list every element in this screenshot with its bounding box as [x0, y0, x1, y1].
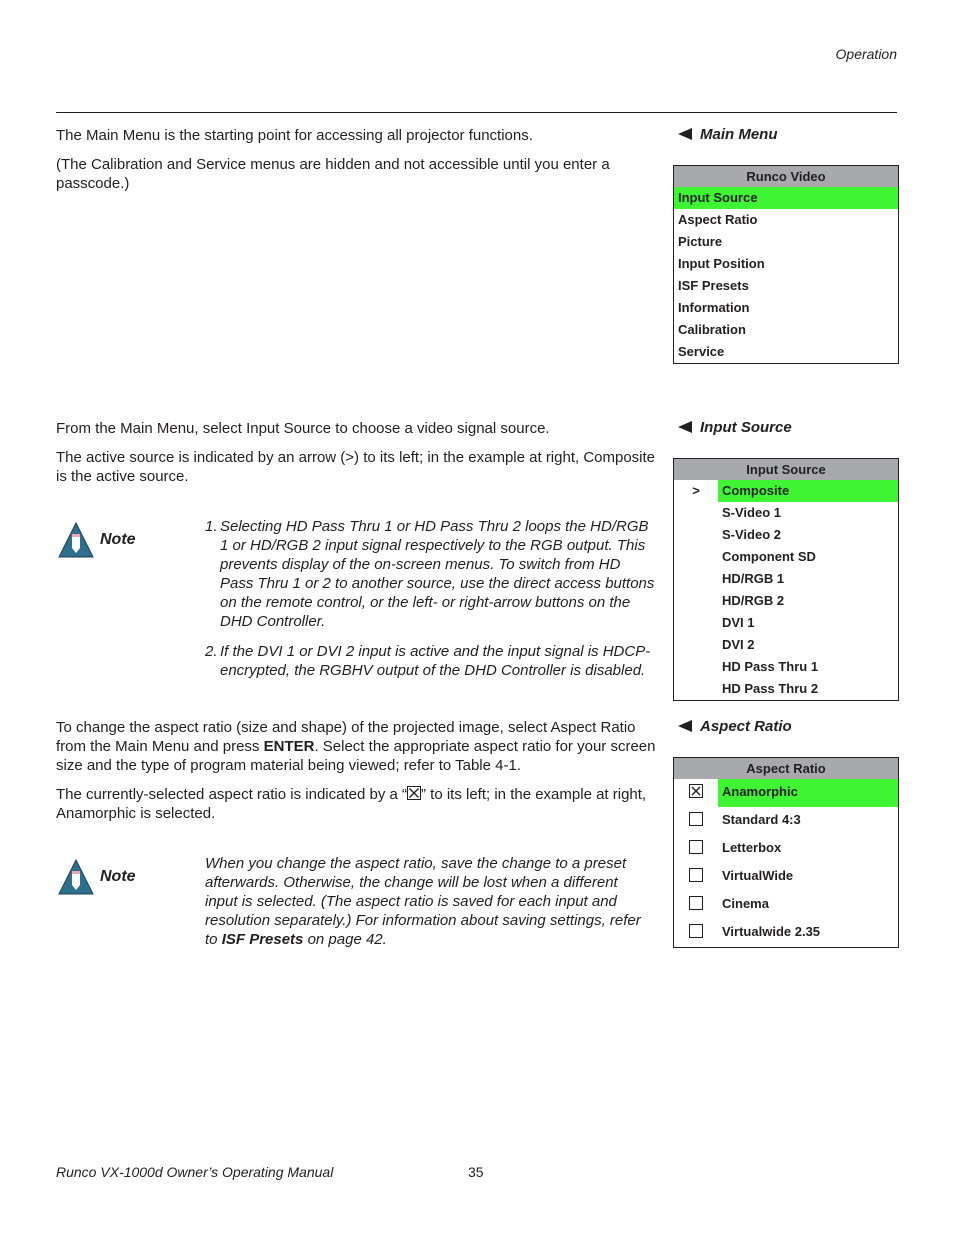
aspect-ratio-heading-text: Aspect Ratio: [700, 718, 792, 735]
footer-manual-title: Runco VX-1000d Owner’s Operating Manual: [56, 1164, 334, 1180]
aspect-ratio-note-text: [205, 854, 650, 949]
menu-item-service[interactable]: Service: [678, 344, 725, 359]
menu-item-aspect-ratio[interactable]: Aspect Ratio: [678, 212, 758, 227]
menu-item-input-position[interactable]: Input Position: [678, 256, 765, 271]
note-text-body: When you change the aspect ratio, save the change to a preset afterwards. Otherwise, the change will be lost when a different input is selected. (The aspect ratio is saved for each input and resolution separately.) For information about saving settings, refer to: [205, 855, 641, 948]
input-source-heading-text: Input Source: [700, 419, 792, 436]
left-arrow-icon: [678, 421, 692, 433]
input-item-svideo-1[interactable]: [674, 502, 898, 524]
aspect-ratio-box: [673, 757, 899, 948]
input-item-dvi-2[interactable]: [674, 634, 898, 656]
main-menu-note: (The Calibration and Service menus are hidden and not accessible until you enter a passcode.): [56, 156, 610, 192]
aspect-item-letterbox[interactable]: [674, 835, 898, 863]
input-item-label: S-Video 2: [722, 527, 782, 542]
input-item-label: HD Pass Thru 1: [722, 659, 819, 674]
input-item-label: HD/RGB 2: [722, 593, 785, 608]
aspect-item-label: Letterbox: [722, 840, 782, 855]
note-item-number: 1.: [205, 518, 218, 535]
checked-box-icon: [407, 786, 421, 800]
input-item-label: HD/RGB 1: [722, 571, 785, 586]
menu-item-picture[interactable]: Picture: [678, 234, 723, 249]
aspect-item-label: Anamorphic: [718, 779, 898, 807]
left-arrow-icon: [678, 128, 692, 140]
note-label: Note: [100, 868, 136, 885]
aspect-ratio-description: [56, 785, 656, 823]
input-item-label: Composite: [718, 480, 898, 502]
aspect-item-label: Standard 4:3: [722, 812, 801, 827]
aspect-ratio-desc-text-end: ” to its left; in the example at right, Anamorphic is selected.: [56, 786, 647, 822]
aspect-ratio-heading: [678, 718, 792, 735]
input-item-label: DVI 1: [722, 615, 755, 630]
input-item-hd-rgb-1[interactable]: [674, 568, 898, 590]
checked-box-icon: [689, 784, 703, 798]
input-source-intro: From the Main Menu, select Input Source to choose a video signal source.: [56, 420, 550, 437]
section-header: Operation: [835, 46, 897, 62]
menu-item-isf-presets[interactable]: ISF Presets: [678, 278, 749, 293]
note-item-text: Selecting HD Pass Thru 1 or HD Pass Thru 2 loops the HD/RGB 1 or HD/RGB 2 input signal respectively to the RGB output. This prevents display of the on-screen menus. To switch from HD Pass Thru 1 or 2 to another source, use the direct access buttons on the remote control, or the left- or right-arrow buttons on the DHD Controller.: [220, 518, 655, 630]
note-item-text: If the DVI 1 or DVI 2 input is active and the input signal is HDCP-encrypted, the RGBHV output of the DHD Controller is disabled.: [220, 643, 651, 679]
input-source-title: Input Source: [674, 459, 898, 480]
input-source-heading: [678, 419, 792, 436]
menu-item-information[interactable]: Information: [678, 300, 750, 315]
input-source-box: [673, 458, 899, 701]
note-item-number: 2.: [205, 643, 218, 660]
note-item-2: [205, 642, 655, 680]
aspect-ratio-title: Aspect Ratio: [674, 758, 898, 779]
input-item-svideo-2[interactable]: [674, 524, 898, 546]
input-item-component-sd[interactable]: [674, 546, 898, 568]
main-menu-heading-text: Main Menu: [700, 126, 778, 143]
input-item-label: DVI 2: [722, 637, 755, 652]
empty-box-icon: [689, 896, 703, 910]
note-item-1: [205, 517, 655, 631]
input-item-label: Component SD: [722, 549, 816, 564]
input-item-label: S-Video 1: [722, 505, 782, 520]
main-menu-box: [673, 165, 899, 364]
page-number: 35: [468, 1164, 484, 1180]
aspect-ratio-desc-text: The currently-selected aspect ratio is indicated by a “: [56, 786, 407, 803]
enter-key-label: ENTER: [263, 738, 315, 755]
menu-item-calibration[interactable]: Calibration: [678, 322, 746, 337]
aspect-item-anamorphic[interactable]: [674, 779, 898, 807]
aspect-ratio-intro-text: To change the aspect ratio (size and shape) of the projected image, select Aspect Ratio from the Main Menu and press: [56, 719, 636, 755]
main-menu-heading: [678, 126, 778, 143]
empty-box-icon: [689, 840, 703, 854]
empty-box-icon: [689, 868, 703, 882]
isf-presets-reference[interactable]: ISF Presets: [221, 931, 304, 948]
aspect-item-cinema[interactable]: [674, 891, 898, 919]
empty-box-icon: [689, 924, 703, 938]
aspect-ratio-intro: [56, 718, 656, 775]
input-item-dvi-1[interactable]: [674, 612, 898, 634]
input-item-hd-rgb-2[interactable]: [674, 590, 898, 612]
menu-item-input-source[interactable]: Input Source: [674, 187, 898, 209]
empty-box-icon: [689, 812, 703, 826]
aspect-ratio-intro-text-end: . Select the appropriate aspect ratio for your screen size and the type of program material being viewed; refer to Table 4-1.: [56, 738, 656, 774]
input-item-label: HD Pass Thru 2: [722, 681, 819, 696]
note-text-end: on page 42.: [303, 931, 387, 948]
aspect-item-standard-4-3[interactable]: [674, 807, 898, 835]
input-item-hd-pass-thru-2[interactable]: [674, 678, 898, 700]
aspect-item-label: Cinema: [722, 896, 769, 911]
input-item-hd-pass-thru-1[interactable]: [674, 656, 898, 678]
left-arrow-icon: [678, 720, 692, 732]
input-source-description: The active source is indicated by an arrow (>) to its left; in the example at right, Composite is the active source.: [56, 449, 656, 485]
aspect-item-virtualwide[interactable]: [674, 863, 898, 891]
note-pencil-icon: [58, 522, 94, 558]
aspect-item-label: VirtualWide: [722, 868, 794, 883]
aspect-item-label: Virtualwide 2.35: [722, 924, 821, 939]
main-menu-title: Runco Video: [674, 166, 898, 187]
main-menu-intro: The Main Menu is the starting point for accessing all projector functions.: [56, 127, 533, 144]
aspect-item-virtualwide-2-35[interactable]: [674, 919, 898, 947]
header-rule: [56, 112, 897, 113]
input-item-composite[interactable]: [674, 480, 898, 502]
note-pencil-icon: [58, 859, 94, 895]
note-label: Note: [100, 531, 136, 548]
active-source-arrow: >: [692, 483, 700, 498]
